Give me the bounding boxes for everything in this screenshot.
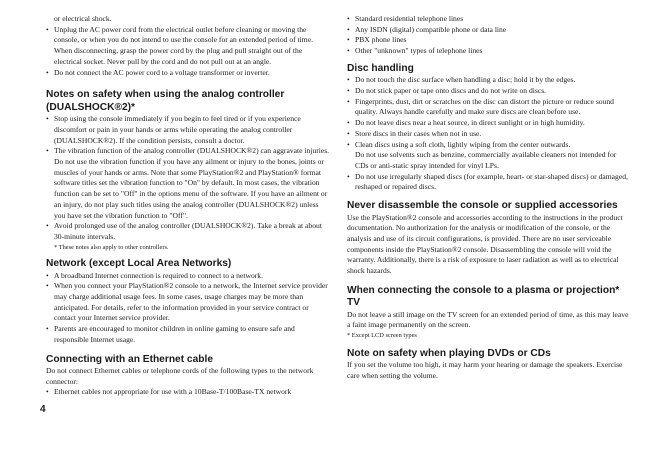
plasma-tv-text: Do not leave a still image on the TV screen for an extended period of time, as this may leave a faint image permanently on the screen.	[347, 309, 629, 330]
list-item: • Do not touch the disc surface when handling a disc; hold it by the edges.	[347, 75, 631, 86]
dvd-cd-heading: Note on safety when playing DVDs or CDs	[347, 347, 551, 359]
list-item: • Any ISDN (digital) compatible phone or data line	[347, 25, 631, 36]
list-item: • Avoid prolonged use of the analog controller (DUALSHOCK®2). Take a break at about 30-minute intervals.	[46, 221, 330, 242]
list-item: • Parents are encouraged to monitor children in online gaming to ensure safe and responsible Internet usage.	[46, 324, 330, 345]
plasma-tv-heading: When connecting the console to a plasma or projection* TV	[347, 284, 620, 309]
ethernet-bullet-list	[46, 387, 330, 398]
list-item: • A broadband Internet connection is required to connect to a network.	[46, 271, 330, 282]
continued-text: or electrical shock.	[54, 14, 112, 23]
telephone-types-list	[347, 14, 631, 57]
list-item: • Stop using the console immediately if you begin to feel tired or if you experience discomfort or pain in your hands or arms while operating the analog controller (DUALSHOCK®2). If the condition persists, consult a doctor.	[46, 114, 330, 146]
list-item: • Unplug the AC power cord from the electrical outlet before cleaning or moving the console, or when you do not intend to use the console for an extended period of time. When disconnecting, grasp the power cord by the plug and pull straight out of the electrical socket. Never pull by the cord and do not pull out at an angle.	[46, 25, 330, 68]
network-heading: Network (except Local Area Networks)	[46, 258, 232, 270]
left-column	[46, 14, 330, 398]
page-number: 4	[40, 404, 46, 415]
analog-footnote: * These notes also apply to other controllers.	[54, 243, 169, 251]
list-item: • When you connect your PlayStation®2 console to a network, the Internet service provider may charge additional usage fees. In some cases, usage charges may be more than anticipated. For details, refer to the information provided in your service contract or contact your Internet service provider.	[46, 281, 330, 324]
heading-line-2: (DUALSHOCK®2)*	[46, 101, 136, 113]
list-item: • Do not stick paper or tape onto discs and do not write on discs.	[347, 86, 631, 97]
list-item: • Ethernet cables not appropriate for use with a 10Base-T/100Base-TX network	[46, 387, 330, 398]
dvd-cd-text: If you set the volume too high, it may harm your hearing or damage the speakers. Exercise care when setting the volume.	[347, 360, 623, 380]
disassemble-text: Use the PlayStation®2 console and accessories according to the instructions in the product documentation. No authorization for the analysis or modification of the console, or the analysis and use of its circuit configurations, is provided. There are no user serviceable components inside the PlayStation®2 console. Disassembling the console will void the warranty. Additionally, there is a risk of exposure to laser radiation as well as to electrical shock hazards.	[347, 212, 623, 276]
plasma-footnote: * Except LCD screen types	[347, 332, 417, 340]
list-item: • Do not leave discs near a heat source, in direct sunlight or in high humidity.	[347, 118, 631, 129]
network-bullet-list	[46, 271, 330, 346]
list-item-continued: Do not use solvents such as benzine, commercially available cleaners not intended for CDs or anti-static spray intended for vinyl LPs.	[355, 150, 617, 170]
ethernet-text: Do not connect Ethernet cables or telephone cords of the following types to the network connector:	[46, 366, 314, 386]
intro-bullet-list	[46, 25, 330, 79]
analog-bullet-list	[46, 114, 330, 242]
disc-bullet-list	[347, 75, 631, 193]
analog-controller-heading	[46, 89, 330, 114]
list-item: • The vibration function of the analog controller (DUALSHOCK®2) can aggravate injuries. Do not use the vibration function if you have any ailment or injury to the bones, joints or muscles of your hands or arms. Note that some PlayStation®2 and PlayStation® format software titles set the vibration function to "On" by default. In most cases, the vibration function can be set to "Off" in the options menu of the software. If you have an ailment or an injury, do not play such titles using the analog controller (DUALSHOCK®2) unless you have set the vibration function to "Off".	[46, 146, 330, 221]
list-item: • Other "unknown" types of telephone lines	[347, 46, 631, 57]
right-column	[347, 14, 631, 382]
list-item: • Standard residential telephone lines	[347, 14, 631, 25]
list-item: • Fingerprints, dust, dirt or scratches on the disc can distort the picture or reduce sound quality. Always handle carefully and make sure discs are clean before use.	[347, 97, 631, 118]
ethernet-heading: Connecting with an Ethernet cable	[46, 353, 213, 365]
list-item: • Do not use irregularly shaped discs (for example, heart- or star-shaped discs) or damaged, reshaped or repaired discs.	[347, 172, 631, 193]
disc-handling-heading: Disc handling	[347, 62, 414, 74]
list-item: • Store discs in their cases when not in use.	[347, 129, 631, 140]
list-item: • PBX phone lines	[347, 35, 631, 46]
disassemble-heading: Never disassemble the console or supplied accessories	[347, 200, 618, 212]
list-item: • Do not connect the AC power cord to a voltage transformer or inverter.	[46, 68, 330, 79]
heading-line-1: Notes on safety when using the analog controller	[46, 89, 285, 101]
list-item: • Clean discs using a soft cloth, lightly wiping from the center outwards.	[347, 140, 631, 151]
